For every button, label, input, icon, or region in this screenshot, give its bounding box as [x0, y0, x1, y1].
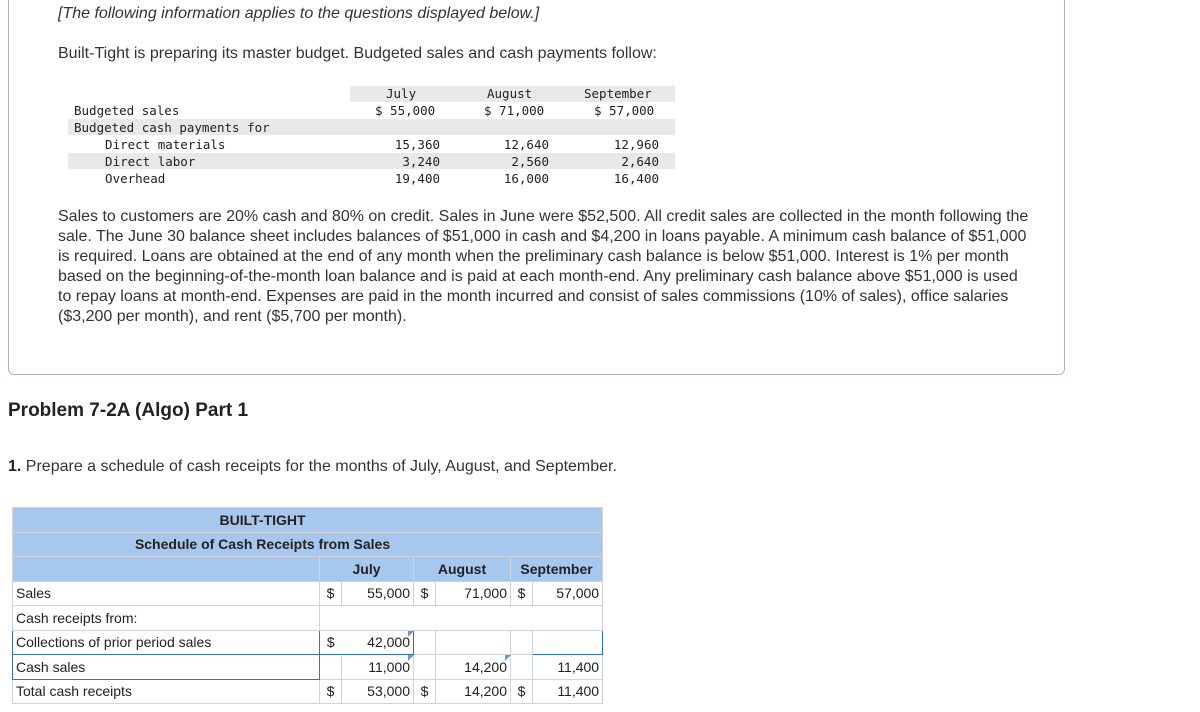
table-row: [13, 606, 603, 631]
input-marker-icon: [408, 631, 414, 637]
collections-july-input[interactable]: [342, 630, 414, 655]
cash-receipts-schedule: [12, 507, 603, 704]
dollar-sign: $: [414, 679, 436, 704]
total-august: 14,200: [436, 679, 511, 704]
dollar-sign: $: [511, 679, 533, 704]
row-value: 2,560: [511, 154, 549, 169]
row-label: Direct labor: [90, 154, 196, 169]
row-label: Overhead: [90, 171, 166, 186]
cash-sales-september-input[interactable]: [533, 655, 603, 680]
row-label: Budgeted sales: [74, 103, 180, 118]
cash-sales-july-value: 11,000: [368, 658, 410, 675]
col-september: September: [511, 557, 603, 582]
collections-july-value: 42,000: [367, 634, 410, 651]
dollar-sign: $: [320, 679, 342, 704]
col-august: August: [414, 557, 511, 582]
table-row: [13, 655, 603, 680]
receipts-from-label: Cash receipts from:: [13, 606, 320, 631]
sales-label: Sales: [13, 581, 320, 606]
sales-august: 71,000: [436, 581, 511, 606]
row-value: $ 71,000: [484, 103, 545, 118]
question-text: [8, 458, 617, 476]
dollar-sign: $: [414, 581, 436, 606]
col-july: July: [320, 557, 414, 582]
blank-cell: [414, 630, 436, 655]
collections-label[interactable]: Collections of prior period sales: [13, 630, 320, 655]
cash-sales-august-value: 14,200: [464, 658, 507, 675]
sales-july: 55,000: [342, 581, 414, 606]
row-value: 15,360: [394, 137, 440, 152]
collections-august-input[interactable]: [436, 630, 511, 655]
problem-title: Problem 7-2A (Algo) Part 1: [8, 400, 249, 421]
cash-sales-september-value: 11,400: [557, 658, 600, 675]
schedule-title: Schedule of Cash Receipts from Sales: [134, 536, 391, 553]
total-july: 53,000: [342, 679, 414, 704]
row-value: 2,640: [621, 154, 659, 169]
cash-sales-july-input[interactable]: [342, 655, 414, 680]
dollar-sign: $: [320, 630, 342, 655]
sales-september: 57,000: [533, 581, 603, 606]
row-value: 12,960: [613, 137, 659, 152]
row-value: 16,000: [503, 171, 549, 186]
schedule-title-cell: [13, 532, 603, 557]
total-september: 11,400: [533, 679, 603, 704]
dollar-sign: $: [511, 581, 533, 606]
problem-description: Sales to customers are 20% cash and 80% on credit. Sales in June were $52,500. All credit sales are collected in the month following the sale. The June 30 balance sheet includes balances of $51,000 in cash and $4,200 in loans payable. A minimum cash balance of $51,000 is required. Loans are obtained at the end of any month when the preliminary cash balance is below $51,000. Interest is 1% per month based on the beginning-of-the-month loan balance and is paid at each month-end. Any preliminary cash balance above $51,000 is used to repay loans at month-end. Expenses are paid in the month incurred and consist of sales commissions (10% of sales), office salaries ($3,200 per month), and rent ($5,700 per month).: [58, 208, 1029, 325]
month-september-header: September: [584, 86, 652, 101]
schedule-company-cell: [13, 508, 603, 533]
lead-text: Built-Tight is preparing its master budget. Budgeted sales and cash payments follow:: [58, 45, 657, 62]
question-number: 1.: [8, 458, 22, 475]
header-blank: [13, 557, 320, 582]
cash-sales-august-input[interactable]: [436, 655, 511, 680]
blank-cell: [511, 655, 533, 680]
row-label: Budgeted cash payments for: [74, 120, 270, 135]
schedule-company: BUILT-TIGHT: [219, 511, 306, 528]
row-label: Direct materials: [90, 137, 226, 152]
row-value: 16,400: [613, 171, 659, 186]
row-value: 3,240: [402, 154, 440, 169]
table-row: [13, 630, 603, 655]
blank-cell: [511, 630, 533, 655]
dollar-sign: $: [320, 581, 342, 606]
row-value: 12,640: [503, 137, 549, 152]
table-row: [13, 679, 603, 704]
collections-september-input[interactable]: [533, 630, 603, 655]
intro-note: [The following information applies to the questions displayed below.]: [58, 5, 540, 22]
input-marker-icon: [408, 655, 414, 661]
input-marker-icon: [505, 655, 511, 661]
blank-cell: [414, 655, 436, 680]
blank-cell: [320, 606, 603, 631]
total-label: Total cash receipts: [13, 679, 320, 704]
month-july-header: July: [386, 86, 417, 101]
row-value: $ 57,000: [594, 103, 655, 118]
row-value: $ 55,000: [375, 103, 436, 118]
row-value: 19,400: [394, 171, 440, 186]
month-august-header: August: [487, 86, 533, 101]
question-body: Prepare a schedule of cash receipts for the months of July, August, and September.: [21, 458, 617, 475]
cash-sales-label[interactable]: Cash sales: [13, 655, 320, 680]
blank-cell: [320, 655, 342, 680]
table-row: [13, 581, 603, 606]
